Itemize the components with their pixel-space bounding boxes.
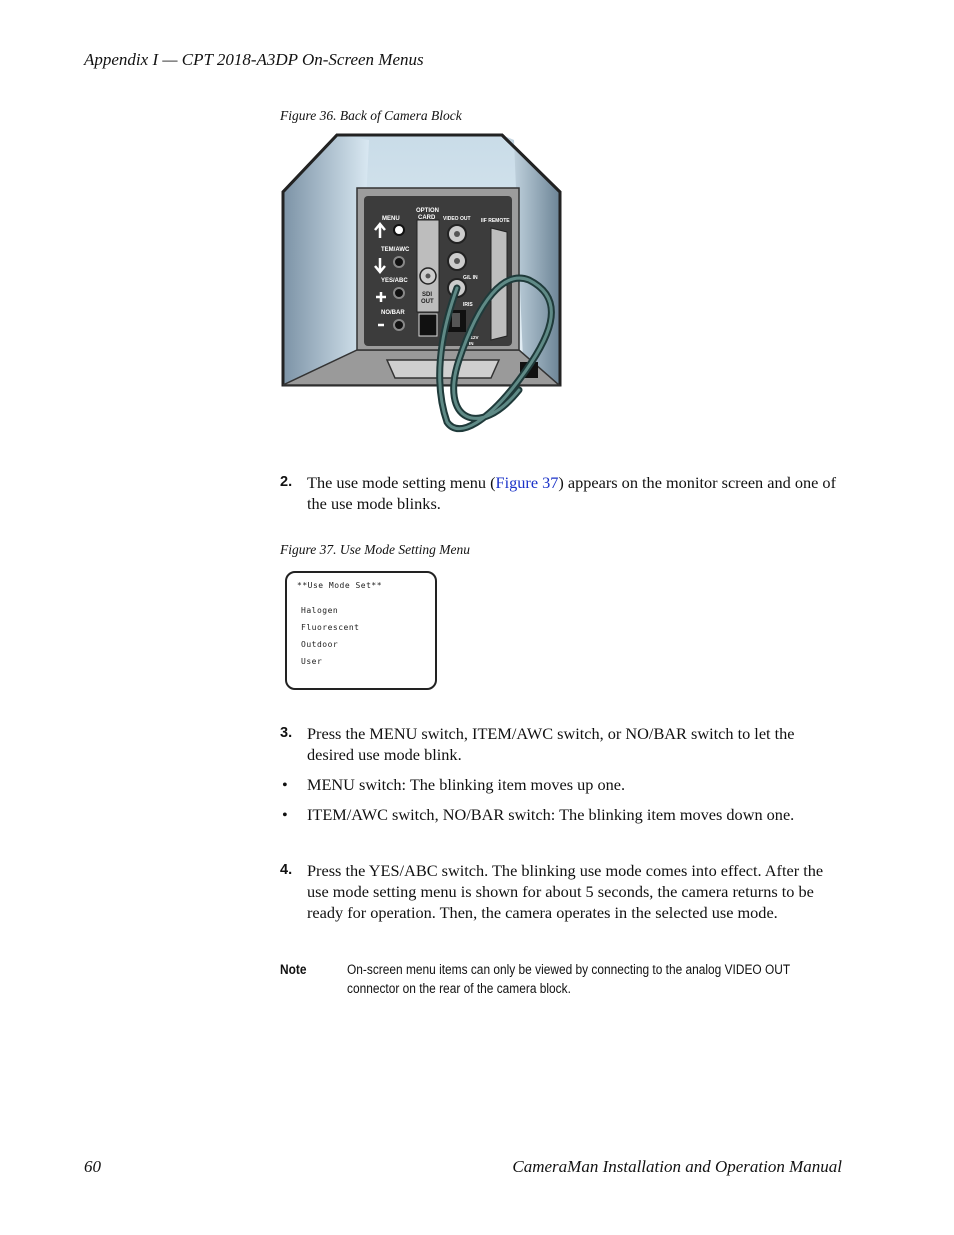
step-3-text: Press the MENU switch, ITEM/AWC switch, or NO/BAR switch to let the desired use mode blink. [307,724,795,764]
bullet-menu-switch [280,774,842,795]
camera-block-back-illustration [279,130,606,438]
menu-button [394,225,404,235]
label-menu: MENU [382,216,400,222]
bullet-text: MENU switch: The blinking item moves up one. [307,775,626,794]
use-mode-menu-screen [285,571,437,690]
step-2-text-end: ) appears on the monitor screen and one of the use mode blinks. [307,473,836,513]
label-option: OPTION [416,208,440,214]
label-no-bar: NO/BAR [381,310,405,316]
step-2-text-start: The use mode setting menu ( [307,473,496,492]
label-remote: IIF REMOTE [481,218,510,224]
step-4-text: Press the YES/ABC switch. The blinking use mode comes into effect. After the use mode setting menu is shown for about 5 seconds, the camera returns to be ready for operation. Then, the camera operates in the selected use mode. [307,861,824,922]
page-number: 60 [84,1157,101,1176]
housing-left-wall [283,135,369,385]
yes-abc-button [394,288,404,298]
figure-37-caption: Figure 37. Use Mode Setting Menu [280,542,470,557]
step-2 [280,472,842,514]
osd-item-fluorescent: Fluorescent [301,623,360,632]
bullet-marker: • [282,805,288,824]
step-2-number: 2. [280,474,293,490]
label-dc-in: IN [469,341,474,346]
label-card: CARD [418,215,436,221]
bullet-marker: • [282,775,288,794]
step-4 [280,860,842,923]
option-port [419,314,437,336]
note-text: On-screen menu items can only be viewed by connecting to the analog VIDEO OUT connector on the rear of the camera block. [347,962,790,997]
label-dc12v: DC12V [464,335,479,340]
label-iris: IRIS [463,302,473,308]
bullet-text: ITEM/AWC switch, NO/BAR switch: The blinking item moves down one. [307,805,795,824]
osd-menu-title: **Use Mode Set** [297,581,383,590]
note-label: Note [280,961,307,977]
step-3 [280,723,842,765]
label-yes-abc: YES/ABC [381,278,408,284]
osd-item-outdoor: Outdoor [301,640,339,649]
figure-37-link[interactable]: Figure 37 [495,473,559,492]
item-awc-button [394,257,404,267]
osd-item-halogen: Halogen [301,606,339,615]
osd-item-user: User [301,657,323,666]
bullet-item-awc-switch [280,804,842,825]
step-3-number: 3. [280,725,293,741]
label-out: OUT [421,299,434,305]
no-bar-button [394,320,404,330]
running-header: Appendix I — CPT 2018-A3DP On-Screen Menus [84,50,424,69]
label-video-out: VIDEO OUT [443,216,471,222]
figure-36-caption: Figure 36. Back of Camera Block [280,108,462,123]
step-4-number: 4. [280,862,293,878]
manual-title: CameraMan Installation and Operation Manual [512,1157,842,1176]
label-sdi: SDI [422,292,433,298]
label-item-awc: TEM/AWC [381,247,410,253]
label-gl-in: G/L IN [463,275,478,281]
